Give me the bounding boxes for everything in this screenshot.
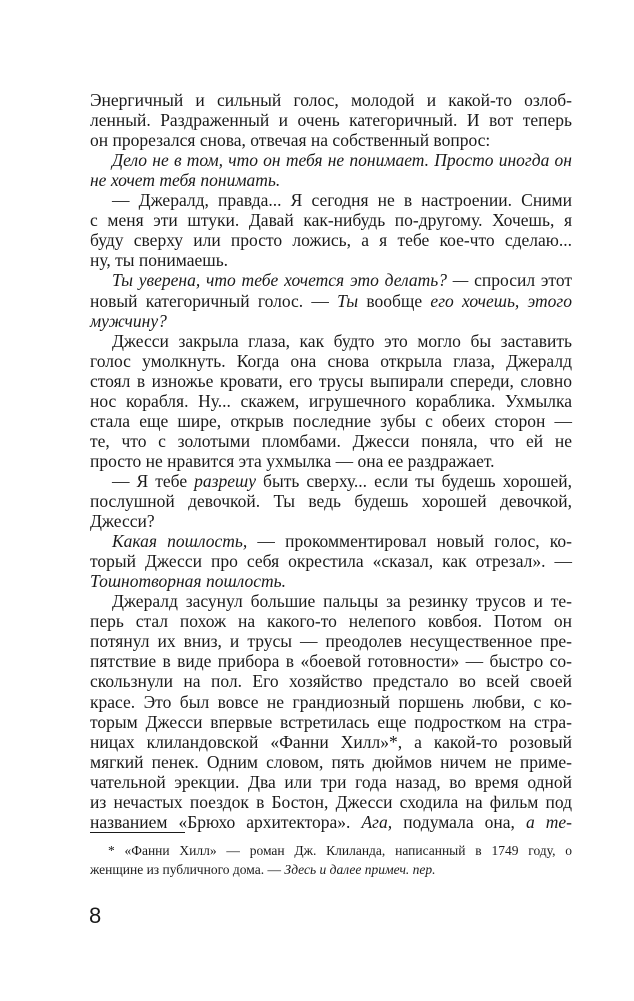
lines-line <box>90 671 572 691</box>
text-run: торый Джесси про себя окрестила «сказал, как отрезал». — <box>90 551 572 572</box>
italic-text-run: Ага, <box>361 811 393 832</box>
text-run: потянул их вниз, и трусы — преодолев несущественное пре- <box>90 631 572 652</box>
text-run: быть сверху... если ты будешь хорошей, <box>256 470 573 491</box>
text-run: торым Джесси впервые встретилась еще подростком на стра- <box>90 711 572 732</box>
text-run: новый категоричный голос. — <box>90 290 338 311</box>
text-run: чательной эрекции. Два или три года назад, во время одной <box>90 771 572 792</box>
text-run: — Я тебе <box>112 470 195 491</box>
italic-text-run: Ты <box>337 290 359 311</box>
italic-text-run: Ты уверена, что тебе хочется это делать? — <box>112 270 469 291</box>
italic-text-run: его хочешь, этого <box>430 290 573 311</box>
text-run: перь стал похож на какого-то нелепого ковбоя. Потом он <box>90 611 572 632</box>
lines-line <box>90 812 572 832</box>
lines-line <box>112 331 572 351</box>
lines-line <box>90 712 572 732</box>
lines-line <box>112 471 572 491</box>
italic-text-run: не хочет тебя понимать. <box>90 170 281 191</box>
italic-text-run: разрешу <box>194 470 256 491</box>
text-run: Джералд засунул большие пальцы за резинку трусов и те- <box>112 591 572 612</box>
lines-line <box>90 351 572 371</box>
italic-text-run: Тошнотворная пошлость. <box>90 571 286 592</box>
lines-line <box>90 90 572 110</box>
text-run: Джесси? <box>90 511 155 532</box>
text-run: Энергичный и сильный голос, молодой и какой-то озлоб- <box>90 90 572 110</box>
lines-line <box>90 651 572 671</box>
text-run: — прокомментировал новый голос, ко- <box>247 531 572 552</box>
lines-line <box>112 531 572 551</box>
page-number: 8 <box>89 903 102 928</box>
lines-line <box>90 210 572 230</box>
lines-line <box>90 451 572 471</box>
lines-line <box>90 431 572 451</box>
text-run: стоял в изножье кровати, его трусы выпирали спереди, словно <box>90 370 572 391</box>
lines-line <box>90 752 572 772</box>
lines-line <box>112 190 572 210</box>
lines-line <box>90 611 572 631</box>
italic-text-run: а те- <box>525 811 573 832</box>
text-run: женщине из публичного дома. — <box>90 862 285 877</box>
text-run: нос корабля. Ну... скажем, игрушечного кораблика. Ухмылка <box>90 390 572 411</box>
text-run: подумала она, <box>392 811 526 832</box>
italic-text-run: Здесь и далее примеч. пер. <box>284 862 436 877</box>
text-run: стала еще шире, открыв последние зубы с обеих сторон — <box>90 410 572 431</box>
text-run: названием «Брюхо архитектора». <box>90 811 362 832</box>
lines-line <box>90 692 572 712</box>
lines-line <box>90 230 572 250</box>
text-run: вообще <box>358 290 431 311</box>
text-run: * «Фанни Хилл» — роман Дж. Клиланда, написанный в 1749 году, о <box>108 843 572 858</box>
text-run: спросил этот <box>468 270 572 291</box>
lines-line <box>90 311 572 331</box>
lines-line <box>90 511 572 531</box>
italic-text-run: Какая пошлость, <box>112 531 248 552</box>
text-run: просто не нравится эта ухмылка — она ее раздражает. <box>90 450 495 471</box>
lines-line <box>90 250 572 270</box>
text-run: пятствие в виде прибора в «боевой готовности» — быстро со- <box>90 651 572 672</box>
lines-line <box>90 732 572 752</box>
lines-line <box>90 371 572 391</box>
lines-line <box>90 391 572 411</box>
text-run: из нечастых поездок в Бостон, Джесси сходила на фильм под <box>90 791 572 812</box>
lines-line <box>90 631 572 651</box>
lines-line <box>90 110 572 130</box>
text-run: скользнули на пол. Его хозяйство предстало во всей своей <box>90 671 572 692</box>
lines-line <box>90 491 572 511</box>
text-run: буду сверху или просто ложись, а я тебе кое-что сделаю... <box>90 230 572 251</box>
lines-line <box>90 792 572 812</box>
text-run: красе. Это был вовсе не грандиозный поршень любви, с ко- <box>90 691 572 712</box>
lines-line <box>112 591 572 611</box>
italic-text-run: Дело не в том, что он тебя не понимает. Просто иногда он <box>112 150 572 171</box>
text-run: послушной девочкой. Ты ведь будешь хорошей девочкой, <box>90 491 572 511</box>
text-run: он прорезался снова, отвечая на собственный вопрос: <box>90 130 491 151</box>
lines-line <box>90 772 572 792</box>
lines-line <box>90 130 572 150</box>
lines-line <box>90 571 572 591</box>
lines-line <box>112 270 572 290</box>
italic-text-run: мужчину? <box>90 310 167 331</box>
text-run: — Джералд, правда... Я сегодня не в настроении. Сними <box>112 190 572 211</box>
lines-line <box>90 291 572 311</box>
text-run: голос умолкнуть. Когда она снова открыла глаза, Джералд <box>90 350 572 371</box>
footnote-separator <box>90 832 185 833</box>
footnote-line <box>90 861 572 878</box>
lines-line <box>112 150 572 170</box>
lines-line <box>90 411 572 431</box>
lines-line <box>90 551 572 571</box>
text-run: Джесси закрыла глаза, как будто это могло бы заставить <box>112 330 572 351</box>
text-run: ленный. Раздраженный и очень категоричный. И вот теперь <box>90 110 572 131</box>
footnote-line <box>108 842 572 859</box>
text-run: ну, ты понимаешь. <box>90 250 229 271</box>
text-run: мягкий пенек. Одним словом, пять дюймов ничем не приме- <box>90 751 572 772</box>
text-run: ницах клиландовской «Фанни Хилл»*, а какой-то розовый <box>90 731 572 752</box>
text-run: с меня эти штуки. Давай как-нибудь по-другому. Хочешь, я <box>90 210 572 231</box>
lines-line <box>90 170 572 190</box>
text-run: те, что с золотыми пломбами. Джесси поняла, что ей не <box>90 430 572 451</box>
